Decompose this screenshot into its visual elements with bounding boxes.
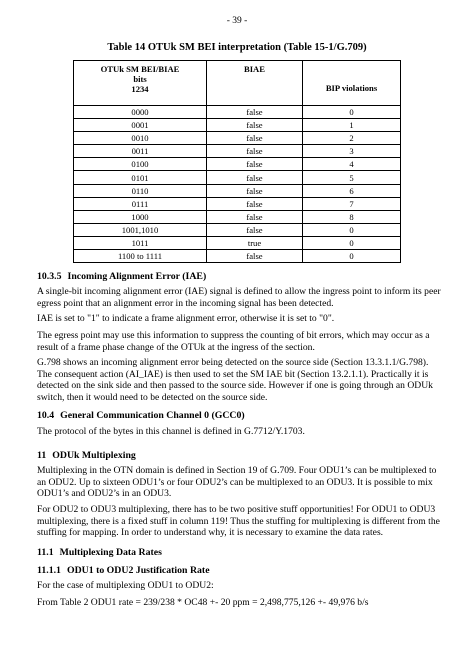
cell-bits: 0101: [74, 171, 207, 184]
cell-biae: false: [207, 223, 303, 236]
cell-bits: 1001,1010: [74, 223, 207, 236]
header-bits-line1: OTUk SM BEI/BIAE: [100, 64, 180, 74]
justification-paragraph-1: For the case of multiplexing ODU1 to ODU2:: [37, 580, 214, 591]
oduk-paragraph-2: For ODU2 to ODU3 multiplexing, there has to be two positive stuff opportunities! For ODU1 to ODU3 multiplexing, there is a fixed stuff in column 119! Thus the stuffing for multiplexing is different from the stuffing for mapping. In order to understand why, it is necessary to examine the data rates.: [37, 504, 440, 539]
cell-biae: false: [207, 106, 303, 119]
iae-paragraph-1: A single-bit incoming alignment error (IAE) signal is defined to allow the ingress point to inform its peer egress point that an alignment error in the incoming signal has been detected.: [37, 286, 441, 309]
cell-bip-violations: 1: [303, 119, 401, 132]
table-row: [74, 145, 401, 158]
cell-bits: 1011: [74, 236, 207, 249]
header-biae: BIAE: [207, 61, 303, 106]
cell-biae: false: [207, 132, 303, 145]
cell-bip-violations: 3: [303, 145, 401, 158]
table-body: [74, 106, 401, 263]
heading-oduk: [37, 450, 441, 461]
cell-biae: false: [207, 184, 303, 197]
heading-gcc0-number: 10.4: [37, 410, 55, 421]
bei-interpretation-table: [73, 60, 401, 263]
cell-bits: 0110: [74, 184, 207, 197]
page-number: - 39 -: [226, 16, 248, 26]
table-row: [74, 106, 401, 119]
cell-bip-violations: 2: [303, 132, 401, 145]
table-row: [74, 223, 401, 236]
cell-bip-violations: 0: [303, 223, 401, 236]
table-row: [74, 197, 401, 210]
table-row: [74, 158, 401, 171]
table-row: [74, 132, 401, 145]
table-row: [74, 210, 401, 223]
header-bits: [74, 61, 207, 106]
heading-oduk-number: 11: [37, 450, 47, 461]
cell-bip-violations: 4: [303, 158, 401, 171]
cell-bip-violations: 7: [303, 197, 401, 210]
heading-rates-number: 11.1: [37, 547, 54, 558]
table-row: [74, 184, 401, 197]
table-row: [74, 119, 401, 132]
cell-biae: false: [207, 250, 303, 263]
heading-justification-number: 11.1.1: [37, 565, 61, 576]
cell-bits: 0001: [74, 119, 207, 132]
cell-biae: false: [207, 158, 303, 171]
table-row: [74, 171, 401, 184]
table-title: Table 14 OTUk SM BEI interpretation (Table 15-1/G.709): [107, 42, 367, 53]
header-bits-line3: 1234: [131, 84, 149, 94]
header-bip-violations: BIP violations: [303, 61, 401, 106]
cell-bits: 0010: [74, 132, 207, 145]
heading-justification-title: ODU1 to ODU2 Justification Rate: [66, 565, 210, 576]
table-row: [74, 250, 401, 263]
cell-bip-violations: 8: [303, 210, 401, 223]
header-bits-line2: bits: [133, 74, 147, 84]
heading-iae-number: 10.3.5: [37, 271, 62, 282]
cell-biae: false: [207, 210, 303, 223]
iae-paragraph-3: The egress point may use this information to suppress the counting of bit errors, which may occur as a result of a frame phase change of the OTUk at the ingress of the section.: [37, 330, 430, 353]
cell-bits: 0000: [74, 106, 207, 119]
iae-paragraph-4: G.798 shows an incoming alignment error being detected on the source side (Section 13.3.1.1/G.798). The consequent action (AI_IAE) is then used to set the SM IAE bit (Section 13.2.1.1). Practically it is detected on the sink side and then passed to the source side. However if one is going through an ODUk switch, then it would need to be detected on the source side.: [37, 357, 433, 403]
heading-iae: [37, 271, 441, 282]
heading-rates-title: Multiplexing Data Rates: [59, 547, 162, 558]
heading-iae-title: Incoming Alignment Error (IAE): [67, 271, 207, 282]
justification-paragraph-2: From Table 2 ODU1 rate = 239/238 * OC48 +- 20 ppm = 2,498,775,126 +- 49,976 b/s: [37, 597, 369, 608]
cell-bits: 1100 to 1111: [74, 250, 207, 263]
cell-bip-violations: 5: [303, 171, 401, 184]
heading-gcc0-title: General Communication Channel 0 (GCC0): [60, 410, 245, 421]
cell-bits: 0100: [74, 158, 207, 171]
heading-justification: [37, 565, 441, 576]
cell-biae: false: [207, 171, 303, 184]
iae-paragraph-2: IAE is set to "1" to indicate a frame alignment error, otherwise it is set to "0".: [37, 313, 335, 324]
cell-bits: 0111: [74, 197, 207, 210]
cell-bip-violations: 0: [303, 250, 401, 263]
cell-bits: 0011: [74, 145, 207, 158]
table-header-row: [74, 61, 401, 106]
cell-bip-violations: 0: [303, 236, 401, 249]
cell-biae: false: [207, 119, 303, 132]
table-row: [74, 236, 401, 249]
cell-biae: true: [207, 236, 303, 249]
gcc0-paragraph-1: The protocol of the bytes in this channel is defined in G.7712/Y.1703.: [37, 426, 305, 437]
cell-biae: false: [207, 145, 303, 158]
cell-bip-violations: 0: [303, 106, 401, 119]
oduk-paragraph-1: Multiplexing in the OTN domain is defined in Section 19 of G.709. Four ODU1’s can be multiplexed to an ODU2. Up to sixteen ODU1’s or four ODU2’s can be multiplexed to an ODU3. It is possible to mix ODU1’s and ODU2’s in an ODU3.: [37, 465, 437, 500]
heading-gcc0: [37, 410, 441, 421]
cell-bits: 1000: [74, 210, 207, 223]
cell-bip-violations: 6: [303, 184, 401, 197]
heading-oduk-title: ODUk Multiplexing: [52, 450, 136, 461]
heading-rates: [37, 547, 441, 558]
cell-biae: false: [207, 197, 303, 210]
